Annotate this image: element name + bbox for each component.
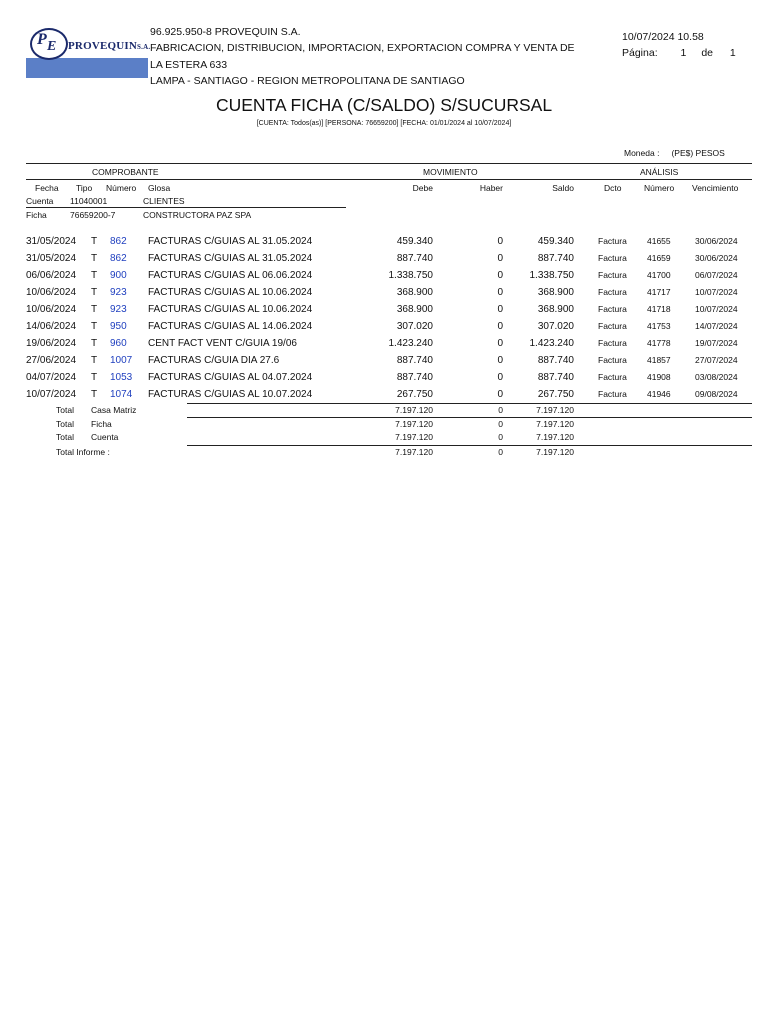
cell-haber: 0 [497,253,503,264]
cuenta-name: CLIENTES [143,196,185,206]
cell-debe: 887.740 [396,372,433,383]
cell-numero-analisis: 41718 [647,304,671,314]
cell-dcto: Factura [598,270,627,280]
cell-debe: 368.900 [396,287,433,298]
total-saldo: 7.197.120 [536,447,574,457]
table-row [0,372,768,389]
cell-numero[interactable]: 950 [110,321,127,332]
cell-saldo: 887.740 [537,355,574,366]
cell-tipo: T [91,372,98,383]
cell-glosa: FACTURAS C/GUIA DIA 27.6 [148,355,280,366]
cell-dcto: Factura [598,338,627,348]
total-row [0,432,768,445]
col-numero-analisis: Número [644,183,675,193]
cell-numero-analisis: 41946 [647,389,671,399]
col-saldo: Saldo [552,183,574,193]
cell-debe: 887.740 [396,355,433,366]
logo-wordmark: PROVEQUINS.A. [68,40,151,52]
cell-fecha: 10/06/2024 [26,304,77,315]
cell-dcto: Factura [598,253,627,263]
group-comprobante: COMPROBANTE [92,167,159,177]
cell-haber: 0 [497,321,503,332]
col-glosa: Glosa [148,183,171,193]
table-row [0,304,768,321]
group-movimiento: MOVIMIENTO [423,167,478,177]
cell-haber: 0 [497,304,503,315]
table-row [0,355,768,372]
cell-glosa: FACTURAS C/GUIAS AL 06.06.2024 [148,270,313,281]
cell-saldo: 1.338.750 [529,270,574,281]
cell-glosa: FACTURAS C/GUIAS AL 31.05.2024 [148,253,313,264]
cell-vencimiento: 30/06/2024 [695,253,738,263]
cell-vencimiento: 19/07/2024 [695,338,738,348]
cell-fecha: 10/06/2024 [26,287,77,298]
page-indicator [622,47,736,59]
total-haber: 0 [498,432,503,442]
cell-dcto: Factura [598,236,627,246]
cell-tipo: T [91,270,98,281]
cell-glosa: FACTURAS C/GUIAS AL 31.05.2024 [148,236,313,247]
cell-saldo: 368.900 [537,304,574,315]
total-debe: 7.197.120 [395,405,433,415]
cell-glosa: FACTURAS C/GUIAS AL 10.06.2024 [148,287,313,298]
total-saldo: 7.197.120 [536,432,574,442]
cell-fecha: 31/05/2024 [26,236,77,247]
cell-glosa: CENT FACT VENT C/GUIA 19/06 [148,338,297,349]
cell-numero-analisis: 41908 [647,372,671,382]
cell-debe: 887.740 [396,253,433,264]
table-row [0,270,768,287]
total-label: Total [56,419,74,429]
currency-value: (PE$) PESOS [671,148,725,158]
total-saldo: 7.197.120 [536,405,574,415]
currency-label: Moneda : [624,148,660,158]
cell-fecha: 04/07/2024 [26,372,77,383]
total-row [0,419,768,432]
cell-numero[interactable]: 923 [110,287,127,298]
cell-glosa: FACTURAS C/GUIAS AL 10.06.2024 [148,304,313,315]
cell-vencimiento: 14/07/2024 [695,321,738,331]
cell-saldo: 887.740 [537,253,574,264]
cell-dcto: Factura [598,304,627,314]
ficha-name: CONSTRUCTORA PAZ SPA [143,210,252,220]
total-haber: 0 [498,447,503,457]
cell-vencimiento: 10/07/2024 [695,287,738,297]
total-label: Total [56,432,74,442]
cell-vencimiento: 03/08/2024 [695,372,738,382]
logo-band [26,58,148,78]
total-rule [187,445,752,446]
total-scope: Ficha [91,419,112,429]
cell-vencimiento: 30/06/2024 [695,236,738,246]
cell-saldo: 887.740 [537,372,574,383]
cell-glosa: FACTURAS C/GUIAS AL 10.07.2024 [148,389,313,400]
cuenta-label: Cuenta [26,196,54,206]
total-label: Total Informe : [56,447,110,457]
cell-dcto: Factura [598,321,627,331]
logo-emblem: P E [30,28,68,60]
cell-saldo: 459.340 [537,236,574,247]
total-rule [187,403,752,404]
report-title: CUENTA FICHA (C/SALDO) S/SUCURSAL [215,95,553,115]
cell-saldo: 368.900 [537,287,574,298]
cell-debe: 368.900 [396,304,433,315]
total-scope: Casa Matriz [91,405,137,415]
total-haber: 0 [498,419,503,429]
report-filters: [CUENTA: Todos(as)] [PERSONA: 76659200] [FECHA: 01/01/2024 al 10/07/2024] [256,120,512,127]
company-line-3: LA ESTERA 633 [150,59,228,71]
total-saldo: 7.197.120 [536,419,574,429]
company-line-2: FABRICACION, DISTRIBUCION, IMPORTACION, EXPORTACION COMPRA Y VENTA DE [150,42,575,54]
page-label: Página: [622,47,658,59]
col-numero: Número [106,183,137,193]
total-row [0,447,768,460]
cell-debe: 267.750 [396,389,433,400]
page-of: de [701,47,713,59]
cell-numero-analisis: 41659 [647,253,671,263]
total-label: Total [56,405,74,415]
table-row [0,321,768,338]
total-debe: 7.197.120 [395,447,433,457]
header-rule-top [26,163,752,164]
cell-numero-analisis: 41753 [647,321,671,331]
cell-tipo: T [91,304,98,315]
cell-tipo: T [91,338,98,349]
cell-numero[interactable]: 1074 [110,389,133,400]
cell-dcto: Factura [598,287,627,297]
cell-haber: 0 [497,338,503,349]
table-row [0,338,768,355]
total-row [0,405,768,418]
company-logo [26,26,151,78]
cell-tipo: T [91,389,98,400]
page-total: 1 [729,47,736,59]
cell-numero[interactable]: 923 [110,304,127,315]
cell-numero[interactable]: 1053 [110,372,133,383]
cell-glosa: FACTURAS C/GUIAS AL 14.06.2024 [148,321,313,332]
cell-haber: 0 [497,287,503,298]
cell-dcto: Factura [598,372,627,382]
cell-haber: 0 [497,372,503,383]
col-tipo: Tipo [76,183,93,193]
cell-fecha: 19/06/2024 [26,338,77,349]
page-number: 1 [680,47,687,59]
cell-debe: 1.423.240 [388,338,433,349]
col-vencimiento: Vencimiento [692,183,739,193]
col-fecha: Fecha [35,183,59,193]
total-haber: 0 [498,405,503,415]
cell-numero[interactable]: 900 [110,270,127,281]
company-line-4: LAMPA - SANTIAGO - REGION METROPOLITANA DE SANTIAGO [150,75,465,87]
company-line-1: 96.925.950-8 PROVEQUIN S.A. [150,26,301,38]
cell-debe: 1.338.750 [388,270,433,281]
group-analisis: ANÁLISIS [640,167,679,177]
cell-vencimiento: 09/08/2024 [695,389,738,399]
cell-numero-analisis: 41717 [647,287,671,297]
cell-numero[interactable]: 862 [110,253,127,264]
cell-vencimiento: 06/07/2024 [695,270,738,280]
cell-fecha: 27/06/2024 [26,355,77,366]
cell-fecha: 14/06/2024 [26,321,77,332]
total-debe: 7.197.120 [395,432,433,442]
ficha-code: 76659200-7 [70,210,116,220]
cuenta-rule [26,207,346,208]
col-dcto: Dcto [604,183,622,193]
cell-debe: 307.020 [396,321,433,332]
col-haber: Haber [479,183,503,193]
currency-info [624,148,737,158]
total-debe: 7.197.120 [395,419,433,429]
cell-vencimiento: 27/07/2024 [695,355,738,365]
report-datetime: 10/07/2024 10.58 [622,31,704,43]
cell-dcto: Factura [598,389,627,399]
cuenta-code: 11040001 [70,196,108,206]
cell-tipo: T [91,321,98,332]
cell-haber: 0 [497,236,503,247]
table-row [0,236,768,253]
cell-saldo: 1.423.240 [529,338,574,349]
cell-numero-analisis: 41655 [647,236,671,246]
cell-numero[interactable]: 862 [110,236,127,247]
cell-dcto: Factura [598,355,627,365]
cell-tipo: T [91,253,98,264]
cell-debe: 459.340 [396,236,433,247]
cell-haber: 0 [497,270,503,281]
cell-fecha: 31/05/2024 [26,253,77,264]
cell-glosa: FACTURAS C/GUIAS AL 04.07.2024 [148,372,313,383]
ficha-label: Ficha [26,210,47,220]
cell-saldo: 307.020 [537,321,574,332]
total-scope: Cuenta [91,432,119,442]
cell-fecha: 06/06/2024 [26,270,77,281]
cell-numero-analisis: 41778 [647,338,671,348]
cell-haber: 0 [497,389,503,400]
table-row [0,253,768,270]
cell-haber: 0 [497,355,503,366]
cell-numero-analisis: 41700 [647,270,671,280]
cell-vencimiento: 10/07/2024 [695,304,738,314]
cell-numero[interactable]: 960 [110,338,127,349]
cell-saldo: 267.750 [537,389,574,400]
cell-numero[interactable]: 1007 [110,355,133,366]
cell-tipo: T [91,236,98,247]
col-debe: Debe [412,183,433,193]
table-row [0,287,768,304]
cell-tipo: T [91,287,98,298]
cell-fecha: 10/07/2024 [26,389,77,400]
cell-tipo: T [91,355,98,366]
cell-numero-analisis: 41857 [647,355,671,365]
header-rule-mid [26,179,752,180]
